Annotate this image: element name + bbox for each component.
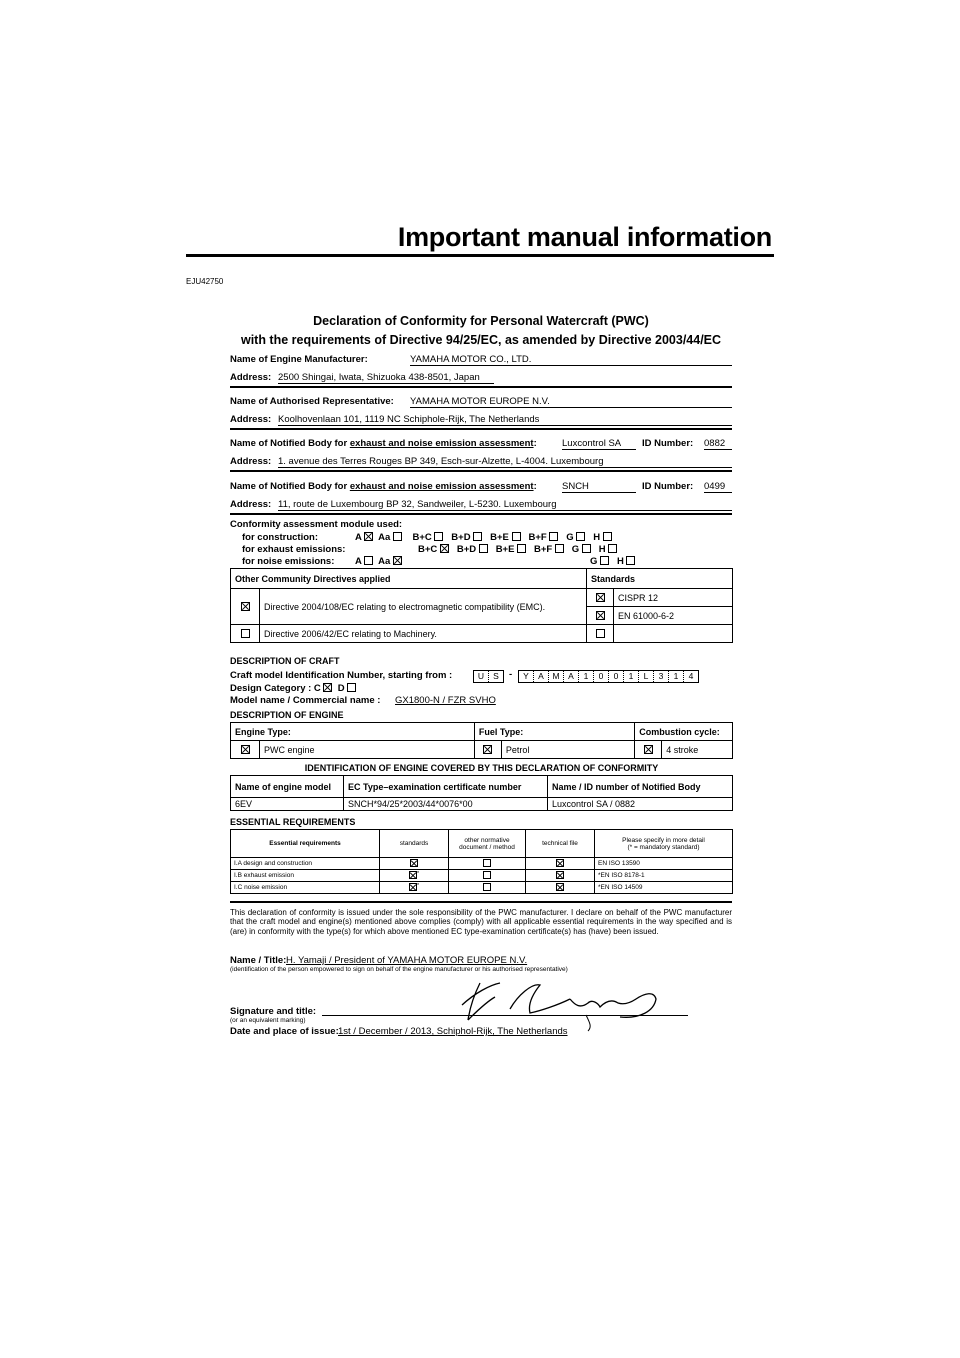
checkbox-empty: [555, 544, 564, 553]
cin-dash: -: [509, 669, 513, 680]
representative-label: Name of Authorised Representative:: [230, 396, 394, 407]
model-name: GX1800-N / FZR SVHO: [395, 695, 496, 706]
separator: [230, 386, 732, 388]
standard-en61000: EN 61000-6-2: [614, 607, 733, 625]
design-category: Design Category : C D: [230, 683, 356, 694]
separator: [230, 513, 732, 515]
other-normative-header: other normative document / method: [449, 830, 526, 858]
name-title-label: Name / Title:: [230, 955, 287, 966]
nb2-id: 0499: [704, 481, 732, 493]
nb2-address-label: Address:: [230, 499, 272, 510]
cin-label: Craft model Identification Number, starting from :: [230, 670, 453, 681]
cin-prefix: U S: [473, 670, 504, 683]
separator: [230, 470, 732, 472]
checkbox-empty: [512, 532, 521, 541]
checkbox-checked: [241, 745, 250, 754]
essential-row-req: I.A design and construction: [231, 858, 380, 870]
essential-row-req: I.C noise emission: [231, 882, 380, 894]
checkbox-checked: [440, 544, 449, 553]
essential-row-spec: EN ISO 13590: [595, 858, 733, 870]
nb2-label: Name of Notified Body for exhaust and noise emission assessment:: [230, 481, 537, 492]
checkbox-empty: [596, 629, 605, 638]
nb1-address-label: Address:: [230, 456, 272, 467]
representative-name: YAMAHA MOTOR EUROPE N.V.: [410, 396, 732, 408]
technical-file-header: technical file: [526, 830, 595, 858]
cin-code: Y A M A 1 0 0 1 L 3 1 4: [518, 670, 699, 683]
checkbox-empty: [483, 871, 491, 879]
modules-title: Conformity assessment module used:: [230, 519, 403, 530]
essential-req-header: Essential requirements: [231, 830, 380, 858]
checkbox-checked: [364, 532, 373, 541]
signature-label: Signature and title:: [230, 1006, 317, 1017]
ident-table: [230, 775, 733, 811]
nb1-id-label: ID Number:: [642, 438, 694, 449]
checkbox-empty: [241, 629, 250, 638]
essential-row-spec: *EN ISO 8178-1: [595, 870, 733, 882]
separator: [230, 901, 732, 903]
checkbox-empty: [608, 544, 617, 553]
representative-address-label: Address:: [230, 414, 272, 425]
directive-machinery: Directive 2006/42/EC relating to Machinery.: [260, 625, 587, 643]
checkbox-empty: [603, 532, 612, 541]
document-code: EJU42750: [186, 277, 224, 286]
model-name-label: Model name / Commercial name :: [230, 695, 381, 706]
engine-section-title: DESCRIPTION OF ENGINE: [230, 710, 344, 720]
module-noise-gh: G H: [590, 556, 635, 567]
checkbox-empty: [473, 532, 482, 541]
directives-table: [230, 568, 733, 643]
checkbox-checked: [393, 556, 402, 565]
checkbox-checked: [596, 611, 605, 620]
manufacturer-address-label: Address:: [230, 372, 272, 383]
combustion-header: Combustion cycle:: [635, 723, 733, 741]
modules-construction-label: for construction:: [242, 532, 318, 543]
nb2-name: SNCH: [562, 481, 636, 493]
directive-emc: Directive 2004/108/EC relating to electromagnetic compatibility (EMC).: [260, 589, 587, 625]
engine-type-value: PWC engine: [260, 741, 475, 759]
checkbox-checked: [644, 745, 653, 754]
engine-model-value: 6EV: [231, 798, 344, 811]
checkbox-checked: [409, 871, 417, 879]
checkbox-checked: [556, 859, 564, 867]
checkbox-empty: [393, 532, 402, 541]
representative-address: Koolhovenlaan 101, 1119 NC Schiphole-Rijk, The Netherlands: [278, 414, 732, 426]
manufacturer-name: YAMAHA MOTOR CO., LTD.: [410, 354, 732, 366]
essential-row-spec: *EN ISO 14509: [595, 882, 733, 894]
ident-title: IDENTIFICATION OF ENGINE COVERED BY THIS DECLARATION OF CONFORMITY: [304, 763, 659, 773]
nb2-address: 11, route de Luxembourg BP 32, Sandweiler, L-5230. Luxembourg: [278, 499, 732, 511]
signature-line: [322, 1015, 688, 1016]
nb1-address: 1. avenue des Terres Rouges BP 349, Esch-sur-Alzette, L-4004. Luxembourg: [278, 456, 732, 468]
date-place: 1st / December / 2013, Schiphol-Rijk, The Netherlands: [338, 1026, 568, 1037]
certificate-value: SNCH*94/25*2003/44*0076*00: [344, 798, 548, 811]
standards-header: Standards: [587, 569, 733, 589]
declaration-title: Declaration of Conformity for Personal Watercraft (PWC): [313, 314, 649, 328]
standard-cispr: CISPR 12: [614, 589, 733, 607]
nb1-id: 0882: [704, 438, 732, 450]
fuel-type-header: Fuel Type:: [474, 723, 634, 741]
nb1-name: Luxcontrol SA: [562, 438, 636, 450]
notified-body-header: Name / ID number of Notified Body: [548, 776, 733, 798]
directives-header: Other Community Directives applied: [231, 569, 587, 589]
page-title: Important manual information: [397, 222, 772, 252]
manufacturer-label: Name of Engine Manufacturer:: [230, 354, 368, 365]
nb2-id-label: ID Number:: [642, 481, 694, 492]
header-rule: [186, 254, 774, 257]
separator: [230, 428, 732, 430]
checkbox-empty: [483, 859, 491, 867]
engine-type-header: Engine Type:: [231, 723, 475, 741]
combustion-value: 4 stroke: [662, 741, 733, 759]
modules-noise-label: for noise emissions:: [242, 556, 335, 567]
checkbox-empty: [517, 544, 526, 553]
checkbox-empty: [626, 556, 635, 565]
essential-table: Essential requirements standards other normative document / method technical file Please specify in more detail (* = mandatory standard) I.A design and construction EN ISO 13590 I.B exhaust emission * *EN ISO 8178-1 I.C noise emission * *EN ISO 14509: [230, 829, 733, 894]
module-exhaust: B+C B+D B+E B+F G H: [418, 544, 617, 555]
checkbox-empty: [576, 532, 585, 541]
module-noise-a: A Aa: [355, 556, 402, 567]
checkbox-checked: [323, 683, 332, 692]
checkbox-empty: [434, 532, 443, 541]
specify-header: Please specify in more detail (* = mandatory standard): [595, 830, 733, 858]
checkbox-checked: [409, 883, 417, 891]
modules-exhaust-label: for exhaust emissions:: [242, 544, 346, 555]
checkbox-checked: [556, 871, 564, 879]
date-label: Date and place of issue:: [230, 1026, 339, 1037]
essential-section-title: ESSENTIAL REQUIREMENTS: [230, 817, 356, 827]
signer-name: H. Yamaji / President of YAMAHA MOTOR EUROPE N.V.: [286, 955, 528, 966]
essential-row-req: I.B exhaust emission: [231, 870, 380, 882]
declaration-subtitle: with the requirements of Directive 94/25/EC, as amended by Directive 2003/44/EC: [240, 333, 722, 347]
standards-col-header: standards: [380, 830, 449, 858]
checkbox-empty: [364, 556, 373, 565]
checkbox-checked: [483, 745, 492, 754]
notified-body-value: Luxcontrol SA / 0882: [548, 798, 733, 811]
signature-note: (or an equivalent marking): [230, 1017, 306, 1024]
checkbox-empty: [582, 544, 591, 553]
module-construction: A Aa B+C B+D B+E B+F G H: [355, 532, 612, 543]
engine-table: [230, 722, 733, 759]
checkbox-empty: [600, 556, 609, 565]
conformity-statement: This declaration of conformity is issued under the sole responsibility of the PWC manufacturer. I declare on behalf of the PWC manufacturer that the craft model and engine(s) mentioned above complies (comply) with all applicable essential requirements in the way specified and is (are) in conformity with the type(s) for which above mentioned EC type-examination certificate(s) has (have) been issued.: [230, 908, 732, 936]
checkbox-checked: [556, 883, 564, 891]
engine-model-header: Name of engine model: [231, 776, 344, 798]
checkbox-checked: [410, 859, 418, 867]
name-note: (identification of the person empowered to sign on behalf of the engine manufacturer or his authorised representative): [230, 966, 568, 973]
checkbox-empty: [347, 683, 356, 692]
certificate-header: EC Type–examination certificate number: [344, 776, 548, 798]
checkbox-checked: [596, 593, 605, 602]
checkbox-empty: [479, 544, 488, 553]
checkbox-empty: [549, 532, 558, 541]
fuel-type-value: Petrol: [501, 741, 634, 759]
manufacturer-address: 2500 Shingai, Iwata, Shizuoka 438-8501, Japan: [278, 372, 494, 384]
checkbox-empty: [483, 883, 491, 891]
craft-section-title: DESCRIPTION OF CRAFT: [230, 656, 340, 666]
nb1-label: Name of Notified Body for exhaust and noise emission assessment:: [230, 438, 537, 449]
checkbox-checked: [241, 602, 250, 611]
